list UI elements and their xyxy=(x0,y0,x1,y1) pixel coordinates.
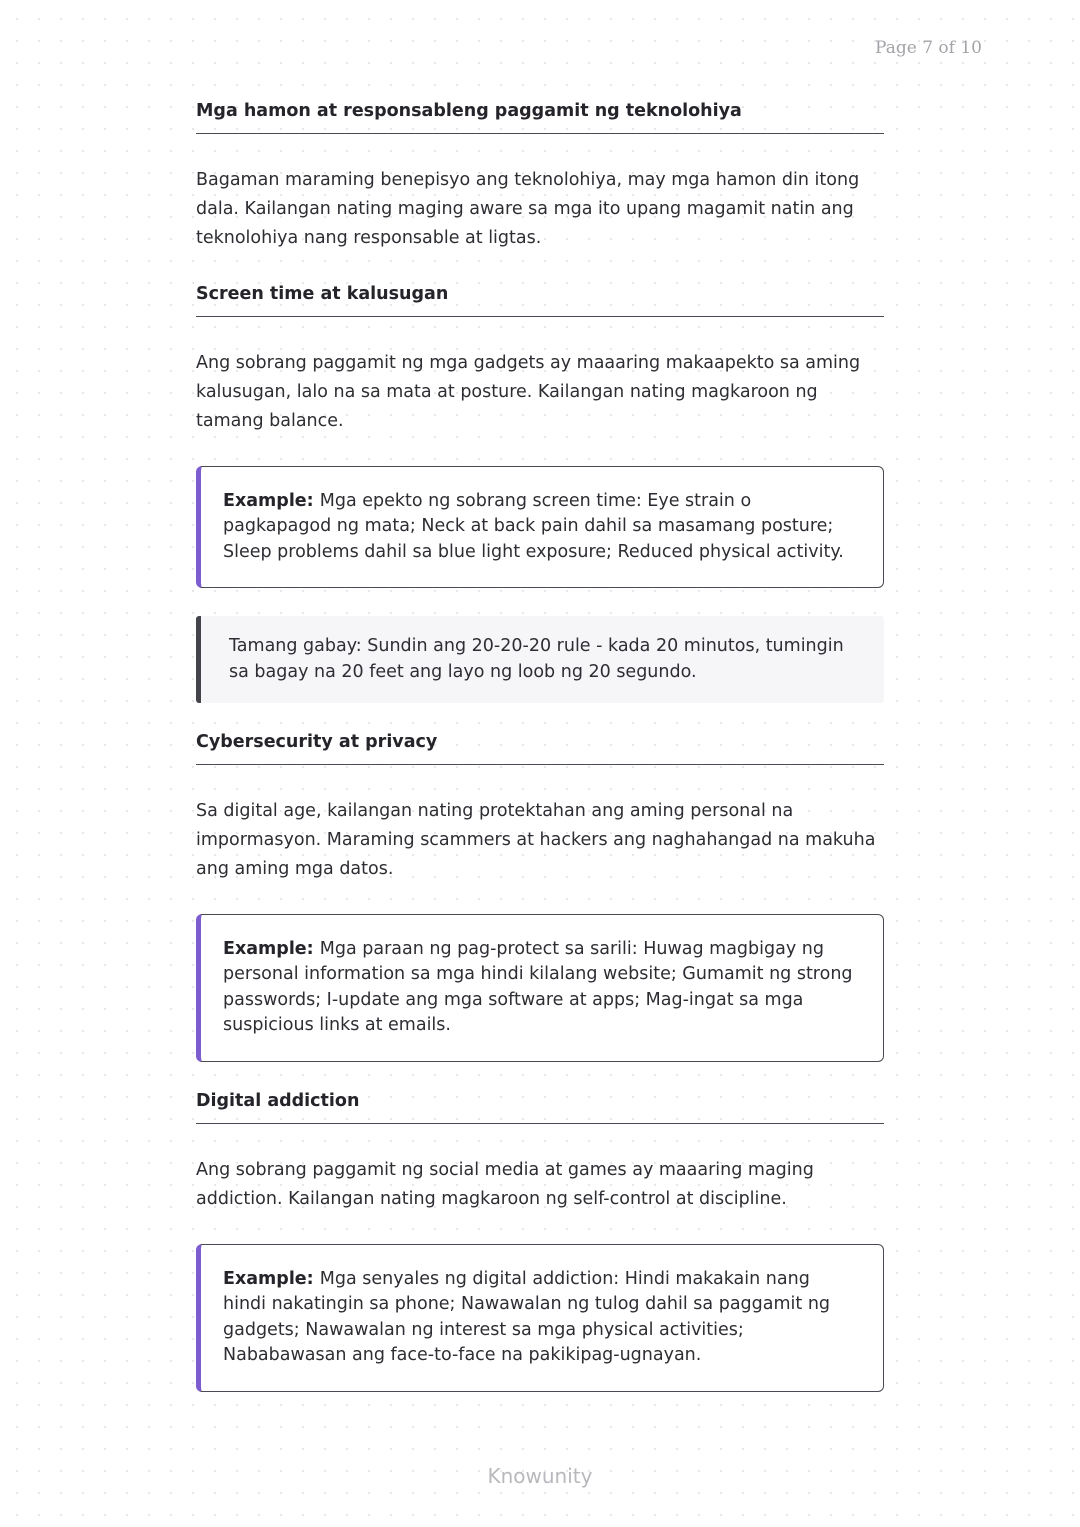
section-heading-cybersecurity: Cybersecurity at privacy xyxy=(196,731,884,765)
paragraph-screen-time: Ang sobrang paggamit ng mga gadgets ay maaaring makaapekto sa aming kalusugan, lalo na sa mata at posture. Kailangan nating magkaroon ng tamang balance. xyxy=(196,352,861,431)
document-content xyxy=(196,100,884,1420)
example-box-digital-addiction xyxy=(196,1244,884,1392)
example-label: Example: xyxy=(223,490,320,511)
section-heading-challenges: Mga hamon at responsableng paggamit ng teknolohiya xyxy=(196,100,884,134)
example-label: Example: xyxy=(223,1268,320,1289)
page-number: Page 7 of 10 xyxy=(875,38,982,58)
example-text: Mga paraan ng pag-protect sa sarili: Huwag magbigay ng personal information sa mga hindi kilalang website; Gumamit ng strong passwords; I-update ang mga software at apps; Mag-ingat sa mga suspicious links at emails. xyxy=(223,938,853,1036)
paragraph-cybersecurity: Sa digital age, kailangan nating protektahan ang aming personal na impormasyon. Maraming scammers at hackers ang naghahangad na makuha ang aming mga datos. xyxy=(196,800,876,879)
section-heading-digital-addiction: Digital addiction xyxy=(196,1090,884,1124)
example-label: Example: xyxy=(223,938,320,959)
example-text: Mga epekto ng sobrang screen time: Eye strain o pagkapagod ng mata; Neck at back pain dahil sa masamang posture; Sleep problems dahil sa blue light exposure; Reduced physical activity. xyxy=(223,490,844,562)
paragraph-digital-addiction: Ang sobrang paggamit ng social media at games ay maaaring maging addiction. Kailangan nating magkaroon ng self-control at discipline. xyxy=(196,1159,814,1209)
tip-box-20-20-20: Tamang gabay: Sundin ang 20-20-20 rule - kada 20 minutos, tumingin sa bagay na 20 feet ang layo ng loob ng 20 segundo. xyxy=(196,616,884,703)
example-text: Mga senyales ng digital addiction: Hindi makakain nang hindi nakatingin sa phone; Nawawalan ng tulog dahil sa paggamit ng gadgets; Nawawalan ng interest sa mga physical activities; Nababawasan ang face-to-face na pakikipag-ugnayan. xyxy=(223,1268,831,1365)
example-box-screen-time xyxy=(196,466,884,589)
example-box-cybersecurity xyxy=(196,914,884,1062)
footer-brand-logo: Knowunity xyxy=(487,1464,593,1488)
section-heading-screen-time: Screen time at kalusugan xyxy=(196,283,884,317)
paragraph-challenges: Bagaman maraming benepisyo ang teknolohiya, may mga hamon din itong dala. Kailangan nating maging aware sa mga ito upang magamit natin ang teknolohiya nang responsable at ligtas. xyxy=(196,169,860,248)
